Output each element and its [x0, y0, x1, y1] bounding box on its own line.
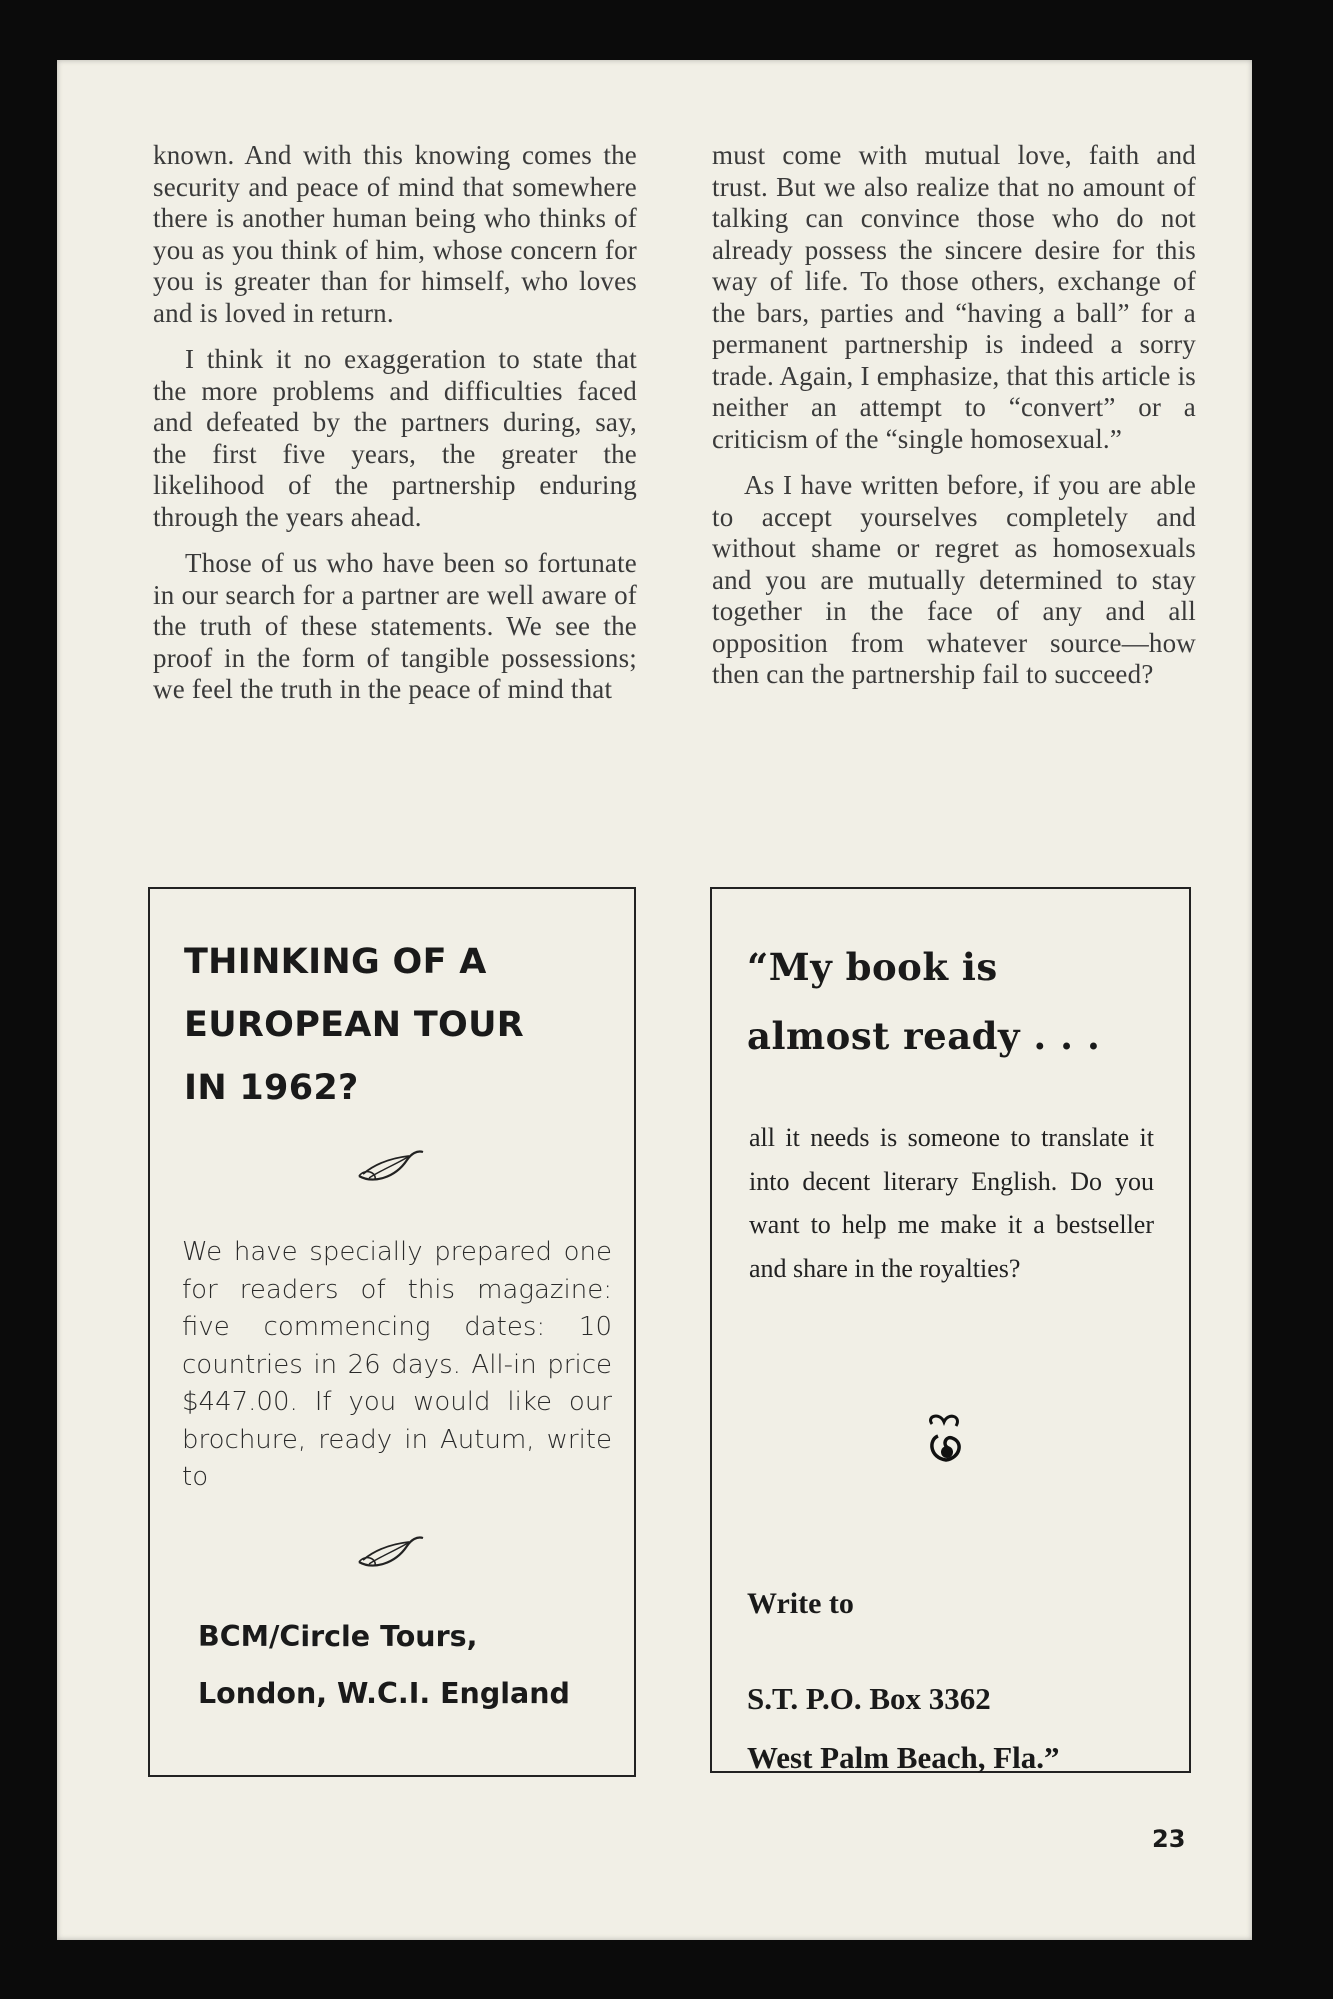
- book-ad-headline-line: almost ready . . .: [747, 1014, 1101, 1058]
- ornament-leaf-icon: [355, 1532, 425, 1572]
- tour-ad-address-line: London, W.C.I. England: [198, 1677, 570, 1710]
- tour-ad-headline: [184, 931, 604, 1120]
- article-paragraph: I think it no exaggeration to state that the more problems and difficulties faced and defeated by the partners during, say, the first five years, the greater the likelihood of the partnership enduring through the years ahead.: [153, 344, 637, 532]
- article-column-right: [712, 140, 1196, 706]
- book-ad-headline: [747, 933, 1167, 1071]
- tour-ad-headline-line: THINKING OF A: [184, 942, 487, 982]
- tour-ad-body: We have specially prepared one for readers of this magazine: five commencing dates: 10 countries in 26 days. All-in price $447.00. If you would like our brochure, ready in Autum, write to: [182, 1237, 612, 1492]
- tour-ad-headline-line: IN 1962?: [184, 1068, 359, 1108]
- ornament-leaf-icon: [355, 1146, 425, 1186]
- book-ad-headline-line: “My book is: [747, 945, 998, 989]
- article-paragraph: Those of us who have been so fortunate in our search for a partner are well aware of the truth of these statements. We see the proof in the form of tangible possessions; we feel the truth in the peace of mind that: [153, 548, 637, 704]
- book-ad-write-to: Write to: [747, 1587, 854, 1620]
- magazine-page: [57, 60, 1252, 1940]
- ornament-heart-icon: [922, 1412, 970, 1468]
- book-ad-address-line: S.T. P.O. Box 3362: [747, 1681, 991, 1716]
- article-column-left: [153, 140, 637, 721]
- book-ad-address-line: West Palm Beach, Fla.”: [747, 1740, 1060, 1775]
- book-ad-body: all it needs is someone to translate it into decent literary English. Do you want to help me make it a bestseller and share in the royalties?: [749, 1123, 1154, 1283]
- article-paragraph: As I have written before, if you are able to accept yourselves completely and without shame or regret as homosexuals and you are mutually determined to stay together in the face of any and all opposition from whatever source—how then can the partnership fail to succeed?: [712, 470, 1196, 689]
- page-number: 23: [1152, 1825, 1186, 1853]
- book-ad-address: [747, 1669, 1177, 1787]
- tour-ad-address: [198, 1608, 618, 1722]
- tour-ad-address-line: BCM/Circle Tours,: [198, 1620, 478, 1653]
- tour-ad-headline-line: EUROPEAN TOUR: [184, 1005, 525, 1045]
- tour-advertisement: [148, 887, 636, 1777]
- article-paragraph: known. And with this knowing comes the security and peace of mind that somewhere there is another human being who thinks of you as you think of him, whose concern for you is greater than for himself, who loves and is loved in return.: [153, 140, 637, 328]
- book-advertisement: [710, 887, 1191, 1773]
- article-paragraph: must come with mutual love, faith and trust. But we also realize that no amount of talking can convince those who do not already possess the sincere desire for this way of life. To those others, exchange of the bars, parties and “having a ball” for a permanent partnership is indeed a sorry trade. Again, I emphasize, that this article is neither an attempt to “convert” or a criticism of the “single homosexual.”: [712, 140, 1196, 454]
